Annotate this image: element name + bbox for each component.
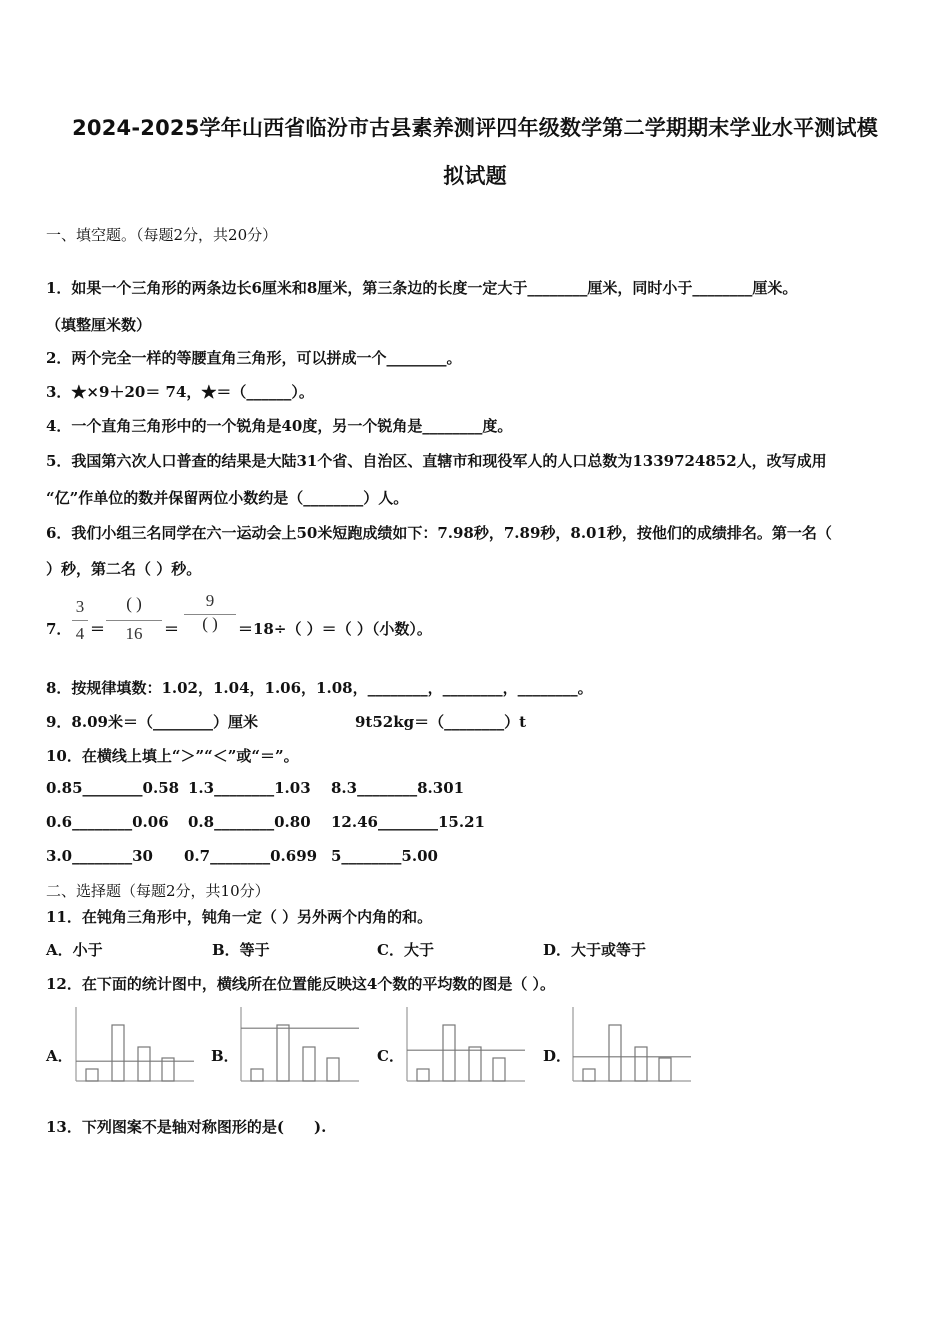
- option-a[interactable]: A．小于: [46, 941, 103, 959]
- document-title-line2: 拟试题: [443, 164, 507, 188]
- question-6-line1: 6．我们小组三名同学在六一运动会上50米短跑成绩如下：7.98秒，7.89秒，8.01秒，按他们的成绩排名。第一名（: [46, 524, 832, 542]
- bar-chart-svg: [74, 1005, 196, 1085]
- option-c[interactable]: C．大于: [377, 941, 434, 959]
- chart-bar: [635, 1047, 647, 1081]
- question-1-note: （填整厘米数）: [46, 316, 152, 334]
- bar-chart-svg: [405, 1005, 527, 1085]
- question-6-line2: ）秒，第二名（ ）秒。: [46, 560, 202, 578]
- question-3: 3．★×9＋20＝ 74，★＝（______）。: [46, 383, 314, 401]
- compare-item: 1.3________1.03: [188, 779, 311, 797]
- chart-bar: [583, 1069, 595, 1081]
- fraction-3-numerator: 9: [205, 591, 215, 610]
- section1-heading: 一、填空题。（每题2分，共20分）: [46, 226, 278, 244]
- option-d[interactable]: D．大于或等于: [543, 941, 647, 959]
- option-b[interactable]: B．等于: [212, 941, 270, 959]
- chart-bar: [327, 1058, 339, 1081]
- fraction-1-numerator: 3: [75, 597, 85, 616]
- chart-bar: [86, 1069, 98, 1081]
- compare-item: 0.8________0.80: [188, 813, 311, 831]
- compare-item: 0.85________0.58: [46, 779, 180, 797]
- chart-bar: [303, 1047, 315, 1081]
- bar-chart-option-c[interactable]: [405, 1005, 527, 1085]
- fraction-2-numerator: ( ): [126, 594, 142, 613]
- chart-option-b-label[interactable]: B．: [211, 1047, 239, 1065]
- question-4: 4．一个直角三角形中的一个锐角是40度，另一个锐角是________度。: [46, 417, 513, 435]
- question-11: 11．在钝角三角形中，钝角一定（ ）另外两个内角的和。: [46, 908, 433, 926]
- document-title-line1: 2024-2025学年山西省临汾市古县素养测评四年级数学第二学期期末学业水平测试模: [72, 116, 878, 140]
- compare-item: 0.6________0.06: [46, 813, 169, 831]
- compare-item: 3.0________30: [46, 847, 153, 865]
- chart-bar: [417, 1069, 429, 1081]
- chart-option-c-label[interactable]: C．: [377, 1047, 404, 1065]
- fraction-1-denominator: 4: [75, 624, 85, 643]
- chart-bar: [469, 1047, 481, 1081]
- question-9-part1: 9．8.09米＝（________）厘米: [46, 713, 258, 731]
- chart-bar: [659, 1058, 671, 1081]
- compare-item: 8.3________8.301: [331, 779, 465, 797]
- question-10: 10．在横线上填上“＞”“＜”或“＝”。: [46, 747, 299, 765]
- fraction-2-denominator: 16: [125, 624, 143, 643]
- question-13: 13．下列图案不是轴对称图形的是( ).: [46, 1118, 327, 1136]
- bar-chart-option-b[interactable]: [239, 1005, 361, 1085]
- chart-bar: [138, 1047, 150, 1081]
- question-7-number: 7．: [46, 620, 72, 638]
- chart-bar: [493, 1058, 505, 1081]
- section2-heading: 二、选择题（每题2分，共10分）: [46, 882, 270, 900]
- bar-chart-svg: [239, 1005, 361, 1085]
- question-2: 2．两个完全一样的等腰直角三角形，可以拼成一个________。: [46, 349, 462, 367]
- question-5-line2: “亿”作单位的数并保留两位小数约是（________）人。: [46, 489, 409, 507]
- compare-item: 5________5.00: [331, 847, 438, 865]
- bar-chart-svg: [571, 1005, 693, 1085]
- chart-option-d-label[interactable]: D．: [543, 1047, 572, 1065]
- fraction-2-bar: [106, 620, 162, 621]
- compare-item: 0.7________0.699: [184, 847, 318, 865]
- fraction-1-bar: [72, 620, 88, 621]
- question-1: 1．如果一个三角形的两条边长6厘米和8厘米，第三条边的长度一定大于________厘米，同时小于________厘米。: [46, 279, 798, 297]
- chart-bar: [609, 1025, 621, 1081]
- bar-chart-option-d[interactable]: [571, 1005, 693, 1085]
- chart-bar: [277, 1025, 289, 1081]
- compare-item: 12.46________15.21: [331, 813, 485, 831]
- chart-bar: [112, 1025, 124, 1081]
- question-12: 12．在下面的统计图中，横线所在位置能反映这4个数的平均数的图是（ ）。: [46, 975, 556, 993]
- fraction-3-denominator: ( ): [202, 614, 218, 633]
- question-8: 8．按规律填数：1.02，1.04，1.06，1.08，________，________，________。: [46, 679, 593, 697]
- question-5-line1: 5．我国第六次人口普查的结果是大陆31个省、自治区、直辖市和现役军人的人口总数为1339724852人，改写成用: [46, 452, 827, 470]
- equals-sign-2: ＝: [164, 620, 180, 638]
- chart-bar: [443, 1025, 455, 1081]
- chart-bar: [251, 1069, 263, 1081]
- equals-sign-1: ＝: [90, 620, 106, 638]
- bar-chart-option-a[interactable]: [74, 1005, 196, 1085]
- question-9-part2: 9t52kg＝（________）t: [355, 713, 527, 731]
- question-7-rest: ＝18÷（ ）＝（ ）（小数）。: [238, 620, 432, 638]
- chart-option-a-label[interactable]: A．: [46, 1047, 73, 1065]
